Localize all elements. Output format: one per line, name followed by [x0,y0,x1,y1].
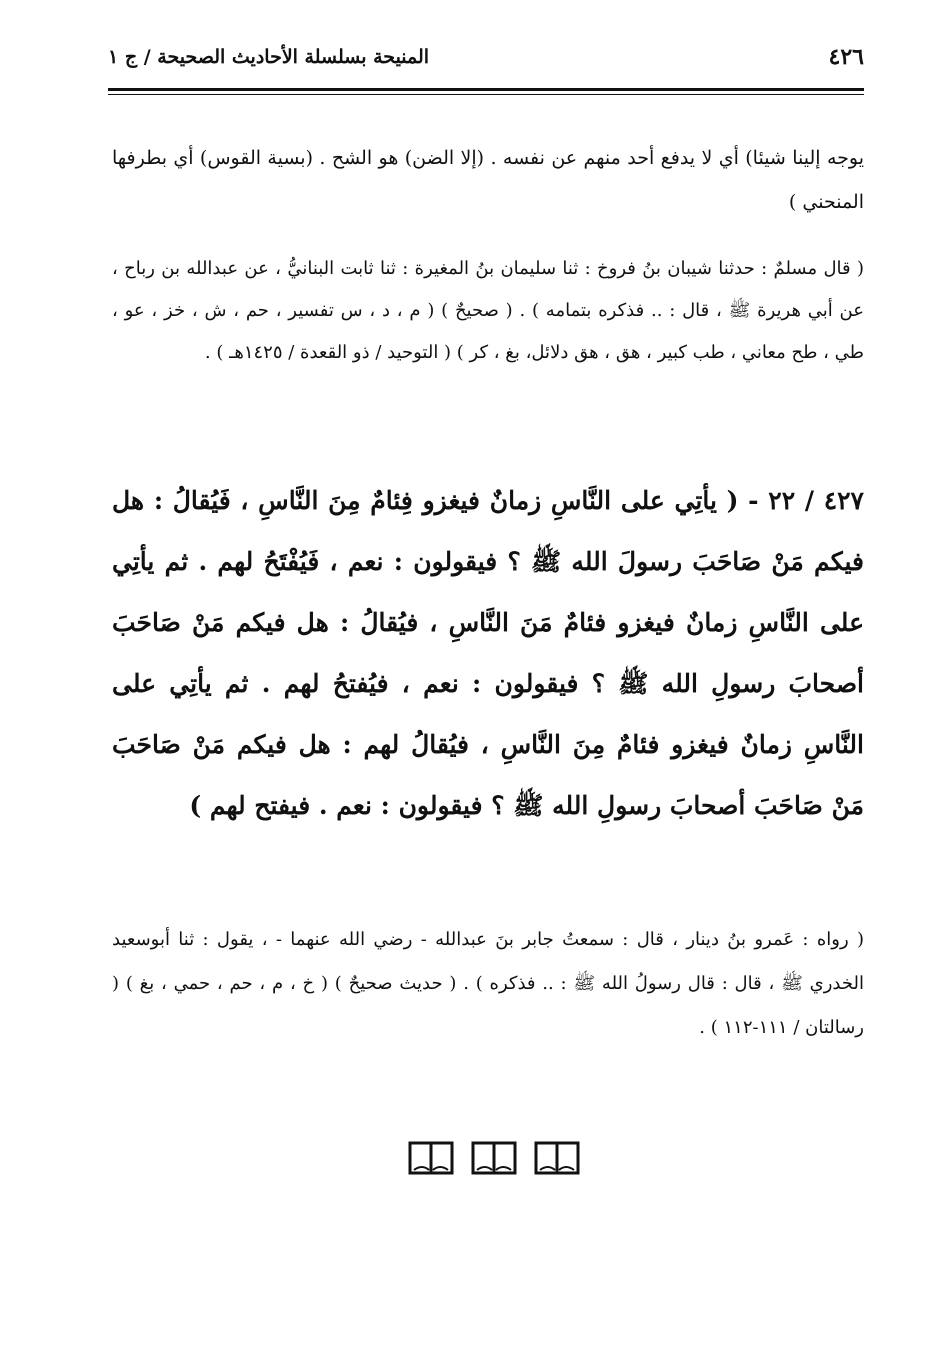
takhrij-paragraph-2: ( رواه : عَمرو بنُ دينار ، قال : سمعتُ جابر بنَ عبدالله - رضي الله عنهما - ، يقول : ثنا أبوسعيد الخدري ﷺ ، قال : قال رسولُ الله ﷺ : .. فذكره ) . ( حديث صحيحٌ ) ( خ ، م ، حم ، حمي ، بغ ) ( رسالتان / ١١١-١١٢ ) . [112,929,864,1038]
running-title: المنيحة بسلسلة الأحاديث الصحيحة / ج ١ [108,46,430,68]
page-number: ٤٢٦ [828,44,864,70]
section-end-ornament [408,1140,580,1180]
header-rule-thick [108,88,864,91]
open-book-icon [471,1140,517,1176]
header-rule-thin [108,94,864,95]
page-header [108,44,864,84]
commentary-paragraph: يوجه إلينا شيئا) أي لا يدفع أحد منهم عن نفسه . (إلا الضن) هو الشح . (بسية القوس) أي بطرفها المنحني ) [112,147,864,213]
takhrij-paragraph-1: ( قال مسلمٌ : حدثنا شيبان بنُ فروخ : ثنا سليمان بنُ المغيرة : ثنا ثابت البنانيُّ ، عن عبدالله بن رباح ، عن أبي هريرة ﷺ ، قال : .. فذكره بتمامه ) . ( صحيحٌ ) ( م ، د ، س تفسير ، حم ، ش ، خز ، عو ، طي ، طح معاني ، طب كبير ، هق ، هق دلائل، بغ ، كر ) ( التوحيد / ذو القعدة / ١٤٢٥هـ ) . [112,258,864,363]
open-book-icon [408,1140,454,1176]
hadith-text: ٤٢٧ / ٢٢ - ( يأتِي على النَّاسِ زمانٌ فيغزو فِئامٌ مِنَ النَّاسِ ، فَيُقالُ : هل فيكم مَنْ صَاحَبَ رسولَ الله ﷺ ؟ فيقولون : نعم ، فَيُفْتَحُ لهم . ثم يأتِي على النَّاسِ زمانٌ فيغزو فئامٌ مَنَ النَّاسِ ، فيُقالُ : هل فيكم مَنْ صَاحَبَ أصحابَ رسولِ الله ﷺ ؟ فيقولون : نعم ، فيُفتحُ لهم . ثم يأتِي على النَّاسِ زمانٌ فيغزو فئامٌ مِنَ النَّاسِ ، فيُقالُ لهم : هل فيكم مَنْ صَاحَبَ مَنْ صَاحَبَ أصحابَ رسولِ الله ﷺ ؟ فيقولون : نعم . فيفتح لهم ) [112,486,864,820]
open-book-icon [534,1140,580,1176]
